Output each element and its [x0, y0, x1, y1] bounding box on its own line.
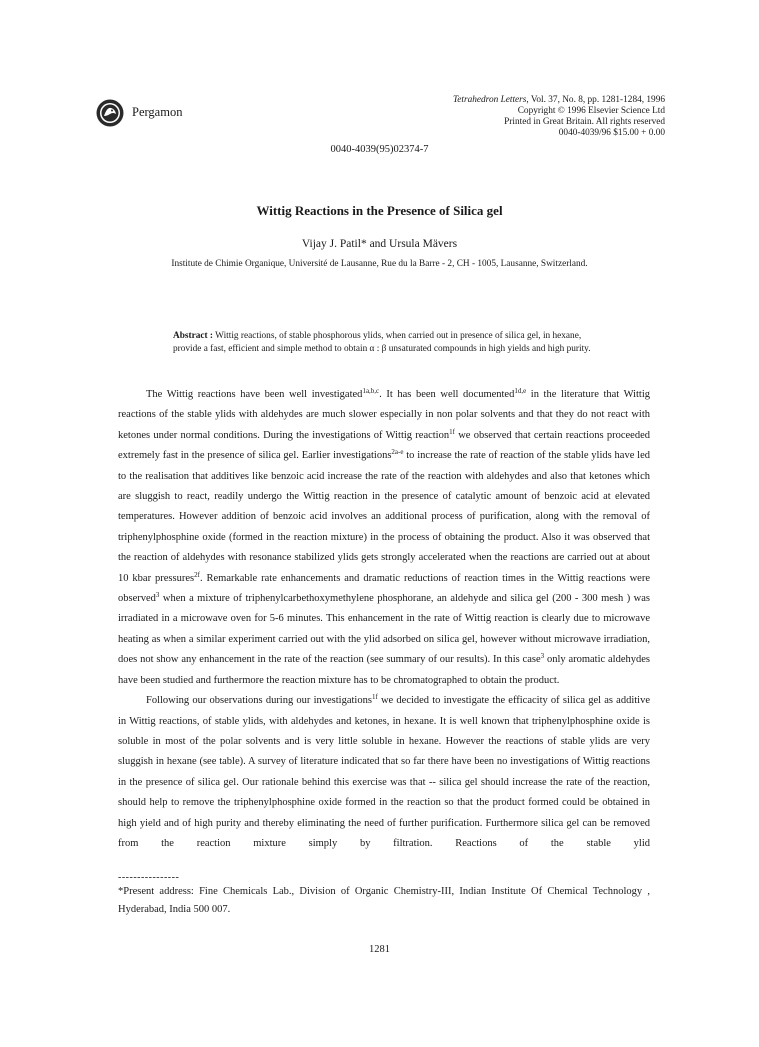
page-number: 1281 [369, 944, 390, 955]
reference-marker: 1a,b,c [362, 387, 380, 395]
body-text [118, 385, 650, 854]
reference-marker: 2f [194, 570, 200, 579]
pergamon-logo [95, 98, 125, 128]
doi: 0040-4039(95)02374-7 [330, 144, 429, 155]
journal-citation [453, 95, 665, 106]
reference-marker: 1d,e [514, 387, 527, 395]
abstract [173, 330, 603, 355]
paper-title: Wittig Reactions in the Presence of Silica gel [256, 203, 503, 218]
printed-line: Printed in Great Britain. All rights reserved [504, 117, 665, 127]
reference-marker: 1f [449, 427, 455, 436]
affiliation: Institute de Chimie Organique, Université de Lausanne, Rue du la Barre - 2, CH - 1005, Lausanne, Switzerland. [171, 259, 588, 269]
reference-marker: 3 [155, 591, 160, 600]
copyright-line: Copyright © 1996 Elsevier Science Ltd [517, 106, 665, 116]
publisher-name: Pergamon [132, 105, 183, 119]
issn-line: 0040-4039/96 $15.00 + 0.00 [558, 128, 665, 138]
reference-marker: 3 [540, 652, 545, 661]
reference-marker: 2a-e [391, 448, 404, 457]
journal-name: Tetrahedron Letters [452, 95, 527, 105]
abstract-label: Abstract : [173, 331, 214, 341]
authors: Vijay J. Patil* and Ursula Mävers [301, 238, 458, 250]
journal-info [453, 95, 665, 139]
reference-marker: 1f [371, 693, 378, 702]
footnote: *Present address: Fine Chemicals Lab., Division of Organic Chemistry-III, Indian Institute Of Chemical Technology , Hyderabad, India 500 007. [118, 886, 650, 915]
footnote-rule: ---------------- [118, 872, 180, 883]
abstract-text: Wittig reactions, of stable phosphorous ylids, when carried out in presence of silica gel, in hexane, provide a fast, efficient and simple method to obtain α : β unsaturated compounds in high yields and high purity. [173, 331, 591, 354]
journal-volume: , Vol. 37, No. 8, pp. 1281-1284, 1996 [526, 95, 665, 105]
paragraph: The Wittig reactions have been well investigated$^{1a,b,c}$. It has been well documented$^{1d,e}$ in the literature that Wittig reactions of the stable ylids with aldehydes are much slower especially in non polar solvents and that they do not react with ketones under normal conditions. During the investigations of Wittig reaction$^{1f}$ we observed that certain reactions proceeded extremely fast in the presence of silica gel. Earlier investigations$^{2a-e}$ to increase the rate of reaction of the stable ylids have led to the realisation that additives like benzoic acid increase the rate of the reaction with aldehydes and also that ketones which are sluggish to react, readily undergo the Wittig reaction in the presence of catalytic amount of benzoic acid at elevated temperatures. However addition of benzoic acid involves an additional process of purification, along with the removal of triphenylphosphine oxide (formed in the reaction mixture) in the process of obtaining the product. Also it was observed that the reaction of aldehydes with resonance stabilized ylids gets strongly accelerated when the reactions are carried out at about 10 kbar pressures$^{2f}$. Remarkable rate enhancements and dramatic reductions of reaction times in the Wittig reactions were observed$^3$ when a mixture of triphenylcarbethoxymethylene phosphorane, an aldehyde and silica gel (200 - 300 mesh ) was irradiated in a microwave oven for 5-6 minutes. This enhancement in the rate of Wittig reaction is clearly due to microwave heating as when a similar experiment carried out with the ylid adsorbed on silica gel, however without microwave irradiation, does not show any enhancement in the rate of the reaction (see summary of our results). In this case$^3$ only aromatic aldehydes have been studied and furthermore the reaction mixture has to be chromatographed to obtain the product. [118, 387, 651, 686]
paragraph: Following our observations during our investigations$^{1f}$ we decided to investigate the efficacity of silica gel as additive in Wittig reactions, of stable ylids, with aldehydes and ketones, in hexane. It is well known that triphenylphosphine oxide is soluble in most of the polar solvents and is very little soluble in hexane. However the reactions of stable ylids are very sluggish in hexane (see table). A survey of literature indicated that so far there have been no investigations of Wittig reactions in the presence of silica gel. Our rationale behind this exercise was that -- silica gel should increase the rate of the reaction, should help to remove the triphenylphosphine oxide formed in the reaction so that the product formed could be obtained in high yield and of high purity and thereby eliminating the need of further purification. Furthermore silica gel can be removed from the reaction mixture simply by filtration. Reactions of the stable ylid [118, 693, 650, 849]
